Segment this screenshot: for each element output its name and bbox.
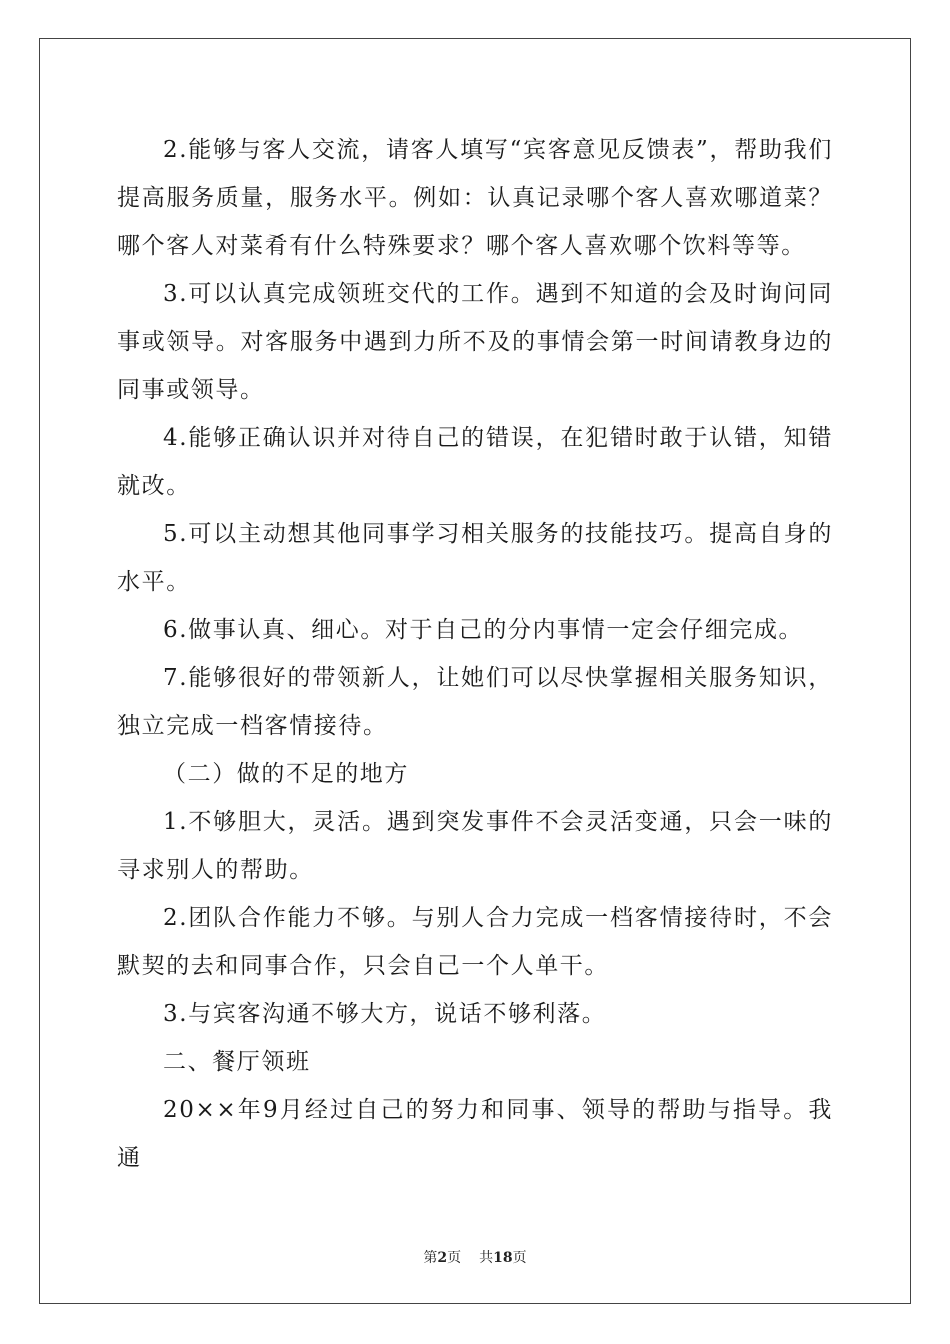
paragraph: 1.不够胆大，灵活。遇到突发事件不会灵活变通，只会一味的寻求别人的帮助。 — [117, 809, 833, 883]
paragraph: 2.团队合作能力不够。与别人合力完成一档客情接待时，不会默契的去和同事合作，只会自己一个人单干。 — [117, 905, 833, 979]
paragraph: 7.能够很好的带领新人，让她们可以尽快掌握相关服务知识，独立完成一档客情接待。 — [117, 665, 833, 739]
paragraph: 3.可以认真完成领班交代的工作。遇到不知道的会及时询问同事或领导。对客服务中遇到力所不及的事情会第一时间请教身边的同事或领导。 — [117, 281, 833, 403]
paragraph: 20××年9月经过自己的努力和同事、领导的帮助与指导。我通 — [117, 1097, 833, 1171]
page-suffix: 页 — [447, 1250, 462, 1266]
page-prefix: 第 — [423, 1250, 438, 1266]
total-suffix: 页 — [512, 1250, 527, 1266]
page-number: 2 — [437, 1250, 448, 1266]
document-body — [117, 126, 833, 1182]
paragraph: 4.能够正确认识并对待自己的错误，在犯错时敢于认错，知错就改。 — [117, 425, 833, 499]
total-pages: 18 — [493, 1250, 513, 1266]
paragraph: 3.与宾客沟通不够大方，说话不够利落。 — [163, 1001, 607, 1027]
section-heading: 二、餐厅领班 — [163, 1049, 311, 1075]
paragraph: 5.可以主动想其他同事学习相关服务的技能技巧。提高自身的水平。 — [117, 521, 833, 595]
paragraph: 2.能够与客人交流，请客人填写“宾客意见反馈表”，帮助我们提高服务质量，服务水平。例如：认真记录哪个客人喜欢哪道菜？哪个客人对菜肴有什么特殊要求？哪个客人喜欢哪个饮料等等。 — [117, 137, 833, 259]
total-prefix: 共 — [479, 1250, 494, 1266]
page-footer — [0, 1247, 950, 1267]
section-heading: （二）做的不足的地方 — [163, 761, 409, 787]
paragraph: 6.做事认真、细心。对于自己的分内事情一定会仔细完成。 — [163, 617, 804, 643]
